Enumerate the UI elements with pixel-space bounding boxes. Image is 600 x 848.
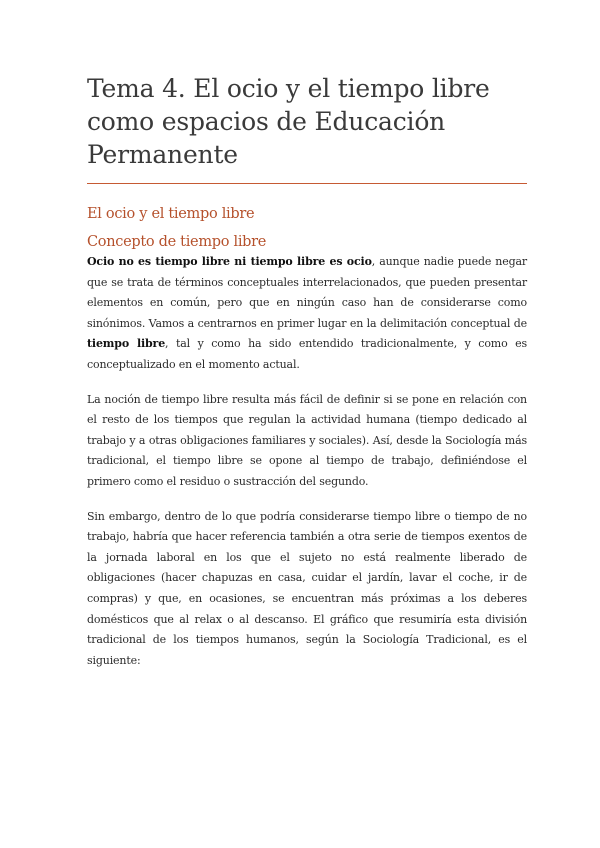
paragraph-1-text-a: , aunque nadie puede negar que se trata de términos conceptuales interrelacionados, que pueden presentar elementos en común, pero que en ningún caso han de considerarse como sinónimos. Vamos a centrarnos en primer lugar en la delimitación conceptual de [87,255,527,330]
paragraph-3: Sin embargo, dentro de lo que podría considerarse tiempo libre o tiempo de no trabajo, habría que hacer referencia también a otra serie de tiempos exentos de la jornada laboral en los que el sujeto no está realmente liberado de obligaciones (hacer chapuzas en casa, cuidar el jardín, lavar el coche, ir de compras) y que, en ocasiones, se encuentran más próximas a los deberes domésticos que al relax o al descanso. El gráfico que resumiría esta división tradicional de los tiempos humanos, según la Sociología Tradicional, es el siguiente: [87,509,527,667]
subsection-heading: Concepto de tiempo libre [87,234,267,250]
page-content [87,72,527,671]
paragraph-1 [87,252,527,376]
bold-lead: Ocio no es tiempo libre ni tiempo libre es ocio [87,255,372,268]
title-divider [87,183,527,184]
bold-term: tiempo libre [87,337,166,351]
page-title: Tema 4. El ocio y el tiempo libre como espacios de Educación Permanente [87,74,490,169]
paragraph-2: La noción de tiempo libre resulta más fácil de definir si se pone en relación con el resto de los tiempos que regulan la actividad humana (tiempo dedicado al trabajo y a otras obligaciones familiares y sociales). Así, desde la Sociología más tradicional, el tiempo libre se opone al tiempo de trabajo, definiéndose el primero como el residuo o sustracción del segundo. [87,392,527,488]
paragraph-1-text-b: , tal y como ha sido entendido tradicionalmente, y como es conceptualizado en el momento actual. [87,337,527,371]
section-heading: El ocio y el tiempo libre [87,206,255,222]
